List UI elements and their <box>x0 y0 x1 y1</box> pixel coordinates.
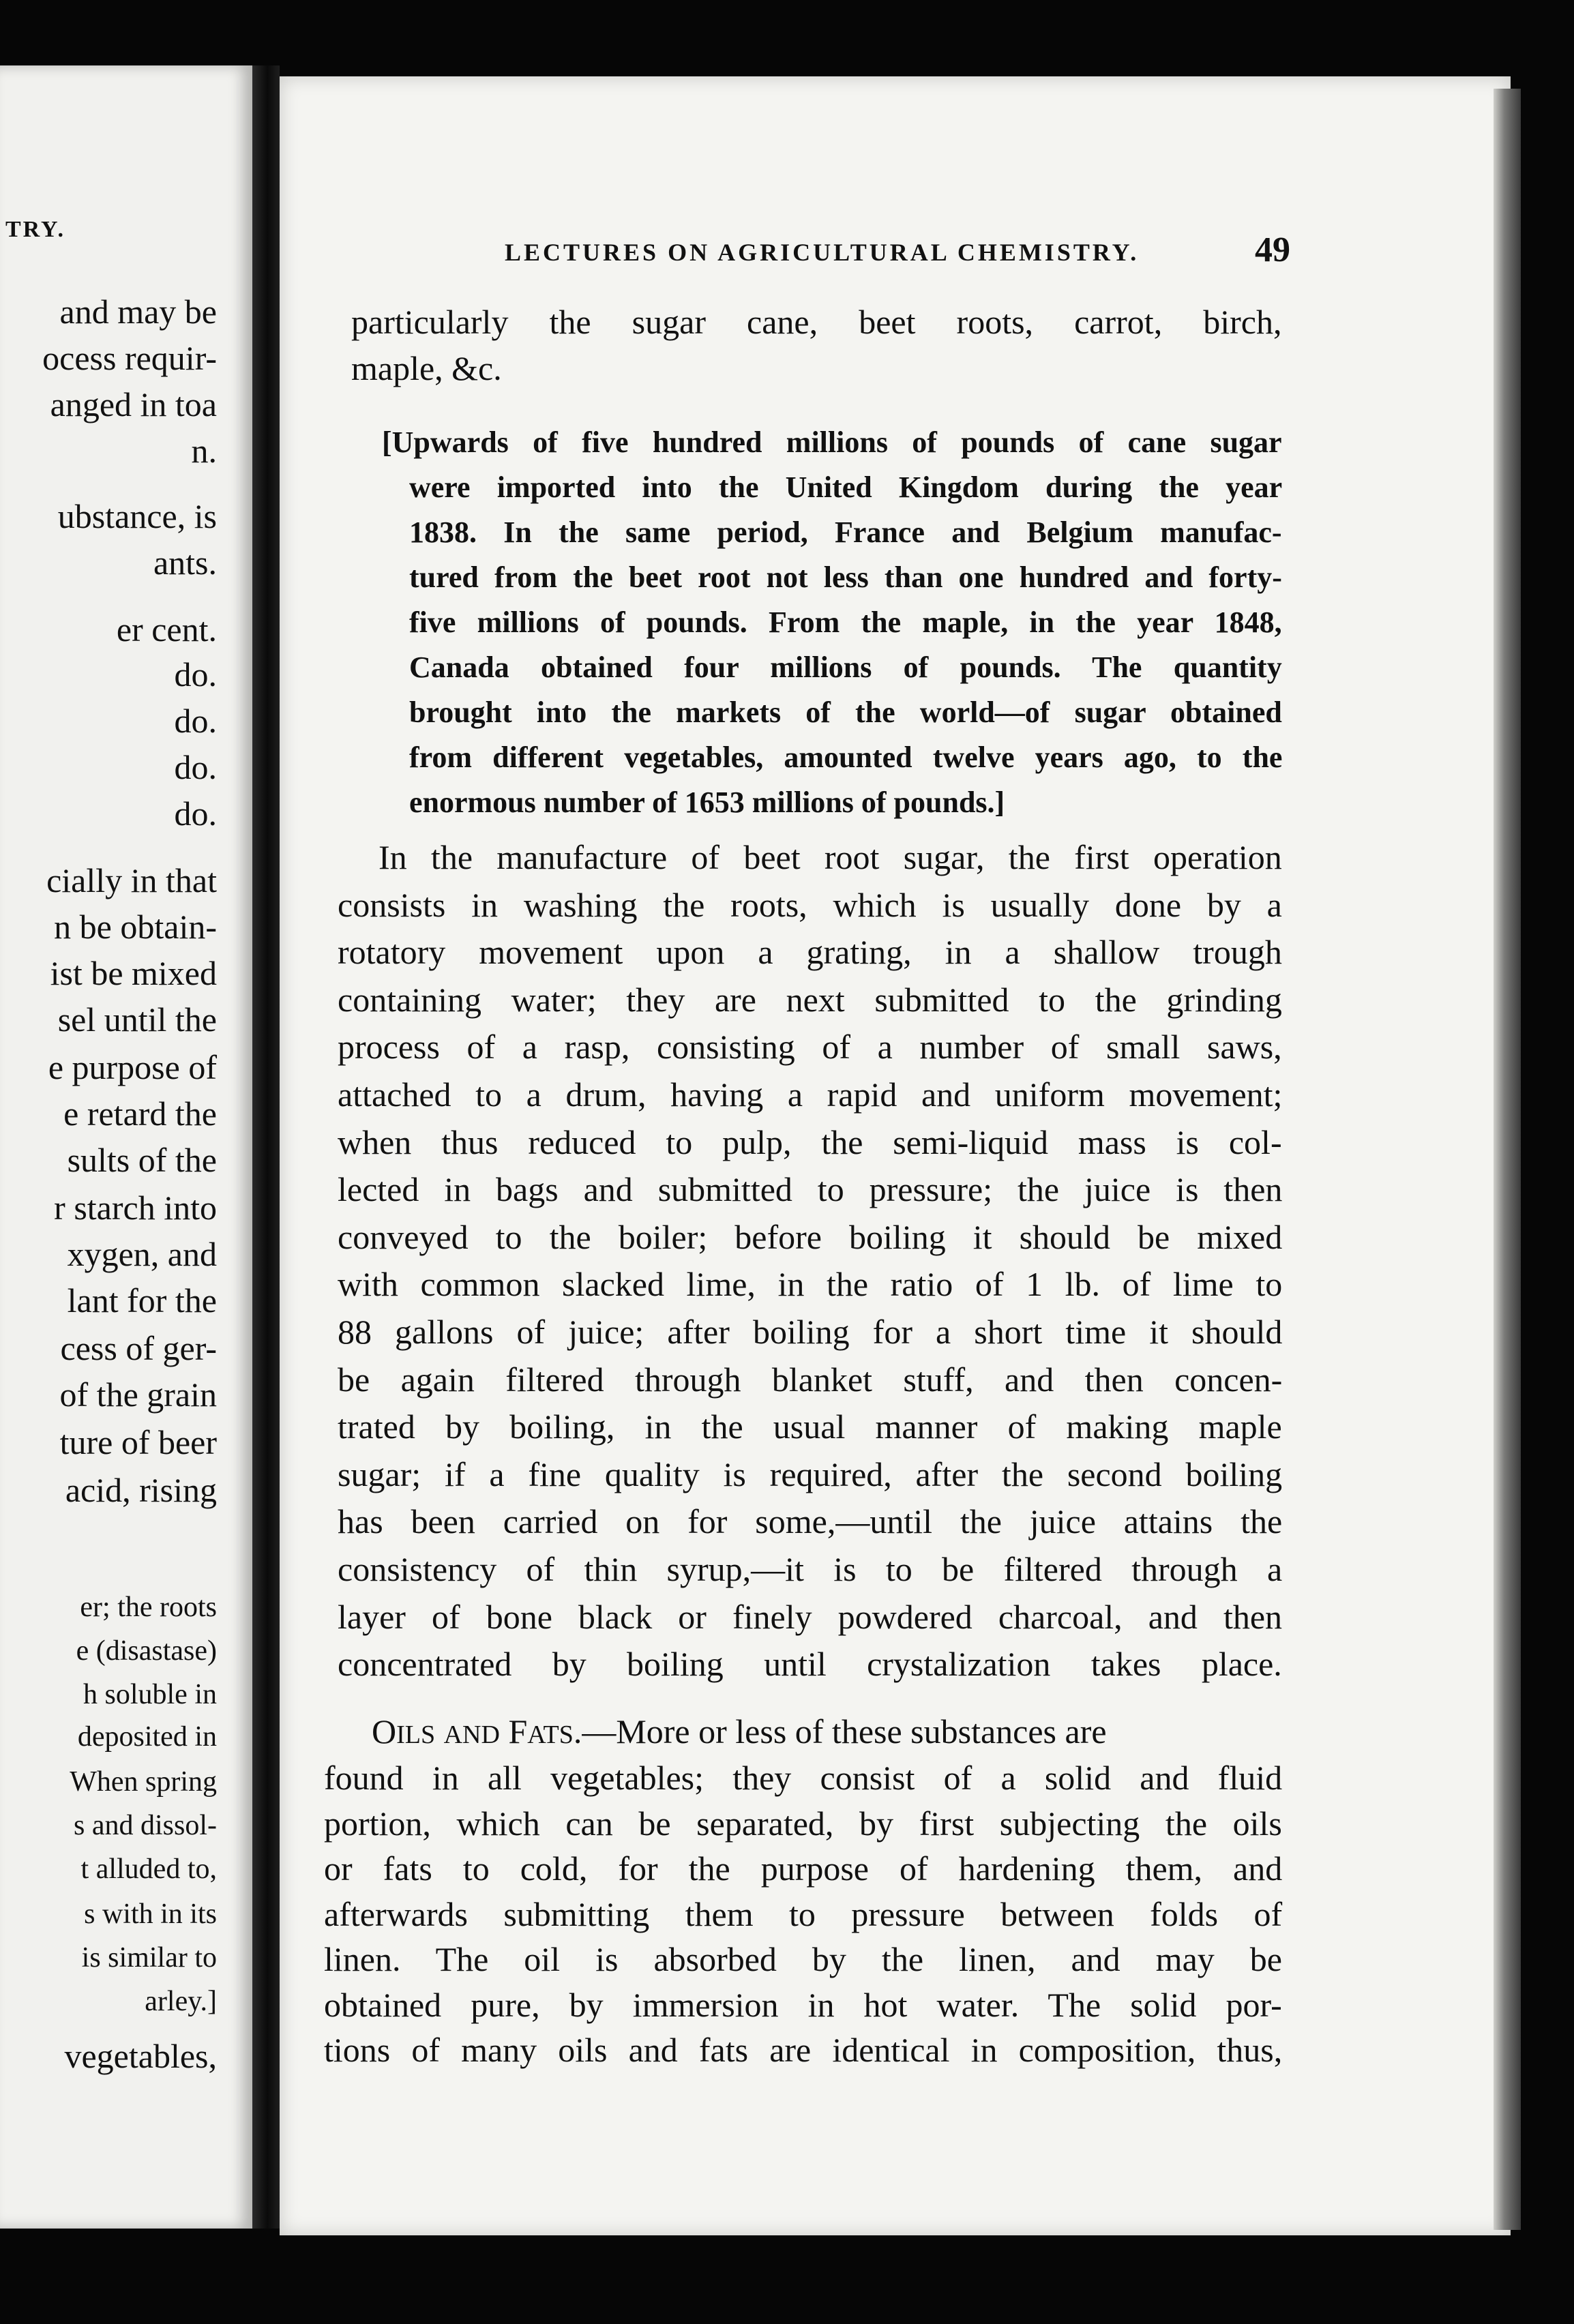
left-page-line: acid, rising <box>65 1471 217 1509</box>
quote-line: five millions of pounds. From the maple, in the year 1848, <box>409 606 1282 639</box>
left-page-line: sults of the <box>67 1141 217 1179</box>
oils-heading-f: F <box>508 1712 528 1751</box>
paragraph-line: when thus reduced to pulp, the semi-liquid mass is col- <box>338 1122 1282 1161</box>
left-page-line: s and dissol- <box>74 1810 217 1841</box>
paragraph-line: trated by boiling, in the usual manner of making maple <box>338 1407 1282 1446</box>
oils-heading-dot: . <box>573 1712 582 1751</box>
quote-line: tured from the beet root not less than one hundred and forty- <box>409 561 1282 594</box>
intro-line: maple, &c. <box>351 349 502 387</box>
paragraph-line: has been carried on for some,—until the juice attains the <box>338 1502 1283 1541</box>
paragraph-line: consistency of thin syrup,—it is to be filtered through a <box>338 1550 1283 1588</box>
left-page-line: cess of ger- <box>60 1329 217 1367</box>
paragraph-line: tions of many oils and fats are identical in composition, thus, <box>324 2031 1283 2069</box>
paragraph-line: or fats to cold, for the purpose of hardening them, and <box>324 1849 1283 1888</box>
left-page-line: do. <box>174 702 217 740</box>
paragraph-line: be again filtered through blanket stuff, and then concen- <box>338 1360 1283 1399</box>
left-page-line: n be obtain- <box>54 908 217 946</box>
paragraph-line: conveyed to the boiler; before boiling it should be mixed <box>338 1217 1283 1256</box>
oils-heading-line <box>372 1712 1107 1751</box>
oils-heading-and: AND <box>443 1720 500 1749</box>
intro-line: particularly the sugar cane, beet roots, carrot, birch, <box>351 303 1282 341</box>
paragraph-line: 88 gallons of juice; after boiling for a short time it should <box>338 1313 1283 1351</box>
oils-heading-ils: ILS <box>396 1720 436 1749</box>
left-page-line: r starch into <box>54 1189 217 1227</box>
left-page-line: lant for the <box>67 1281 217 1320</box>
left-page-line: sel until the <box>57 1000 217 1039</box>
left-page-line: t alluded to, <box>80 1853 217 1885</box>
left-page <box>0 65 252 2229</box>
left-page-line: arley.] <box>145 1986 217 2017</box>
oils-heading-o: O <box>372 1712 397 1751</box>
left-running-head: TRY. <box>5 217 65 242</box>
left-page-line: ubstance, is <box>57 497 217 535</box>
left-page-line: n. <box>191 432 217 470</box>
left-page-line: er; the roots <box>80 1592 217 1623</box>
left-page-line: of the grain <box>59 1375 217 1414</box>
left-page-line: er cent. <box>116 610 217 649</box>
paragraph-line: attached to a drum, having a rapid and uniform movement; <box>338 1075 1283 1114</box>
left-page-line: xygen, and <box>67 1235 217 1273</box>
paragraph-line: linen. The oil is absorbed by the linen, and may be <box>324 1940 1282 1978</box>
running-head: LECTURES ON AGRICULTURAL CHEMISTRY. <box>505 239 1140 266</box>
left-page-line: do. <box>174 794 217 833</box>
left-page-line: cially in that <box>46 861 217 899</box>
paragraph-line: with common slacked lime, in the ratio of 1 lb. of lime to <box>338 1265 1283 1304</box>
paragraph-line: concentrated by boiling until crystalization takes place. <box>338 1645 1282 1684</box>
paragraph-line: found in all vegetables; they consist of a solid and fluid <box>324 1759 1283 1797</box>
quote-line: enormous number of 1653 millions of pounds.] <box>409 786 1005 819</box>
paragraph-line: portion, which can be separated, by first subjecting the oils <box>324 1804 1282 1843</box>
paragraph-line: rotatory movement upon a grating, in a shallow trough <box>338 933 1282 972</box>
paragraph-line: consists in washing the roots, which is usually done by a <box>338 885 1282 924</box>
quote-line: 1838. In the same period, France and Belgium manufac- <box>409 516 1282 549</box>
quote-line: were imported into the United Kingdom during the year <box>409 471 1283 504</box>
left-page-line: deposited in <box>77 1721 217 1753</box>
paragraph-line: layer of bone black or finely powdered charcoal, and then <box>338 1597 1283 1636</box>
left-page-line: ocess requir- <box>42 339 217 377</box>
left-page-text <box>0 65 252 2229</box>
left-page-line: s with in its <box>84 1898 217 1930</box>
left-page-line: anged in toa <box>50 385 217 423</box>
left-page-line: and may be <box>59 293 217 331</box>
page-edge-stack <box>1494 89 1521 2230</box>
left-page-line: do. <box>174 655 217 694</box>
paragraph-line: process of a rasp, consisting of a number of small saws, <box>338 1028 1282 1067</box>
right-page <box>280 76 1511 2235</box>
paragraph-line: containing water; they are next submitted to the grinding <box>338 980 1282 1019</box>
paragraph-line: In the manufacture of beet root sugar, the first operation <box>378 838 1282 876</box>
left-page-line: When spring <box>70 1766 217 1798</box>
left-page-line: ture of beer <box>59 1423 217 1461</box>
page-number: 49 <box>1255 230 1290 269</box>
left-page-line: e retard the <box>63 1094 217 1133</box>
paragraph-line: obtained pure, by immersion in hot water. The solid por- <box>324 1985 1282 2024</box>
left-page-line: ants. <box>153 543 217 582</box>
paragraph-line: afterwards submitting them to pressure between folds of <box>324 1894 1283 1933</box>
book-gutter <box>252 65 280 2229</box>
left-page-line: is similar to <box>81 1942 217 1973</box>
quote-line: [Upwards of five hundred millions of pounds of cane sugar <box>382 426 1282 459</box>
quote-line: brought into the markets of the world—of sugar obtained <box>409 696 1282 729</box>
oils-paragraph-first-line: —More or less of these substances are <box>582 1712 1107 1751</box>
left-page-line: h soluble in <box>83 1679 217 1710</box>
left-page-line: e purpose of <box>48 1048 217 1086</box>
left-page-line: vegetables, <box>64 2037 217 2075</box>
left-page-line: e (disastase) <box>76 1635 217 1667</box>
paragraph-line: lected in bags and submitted to pressure; the juice is then <box>338 1170 1283 1209</box>
oils-heading-ats: ATS <box>527 1720 574 1749</box>
quote-line: from different vegetables, amounted twelve years ago, to the <box>409 741 1283 774</box>
quote-line: Canada obtained four millions of pounds. The quantity <box>409 651 1282 684</box>
left-page-line: do. <box>174 748 217 786</box>
left-page-line: ist be mixed <box>50 954 217 992</box>
paragraph-line: sugar; if a fine quality is required, after the second boiling <box>338 1455 1283 1493</box>
